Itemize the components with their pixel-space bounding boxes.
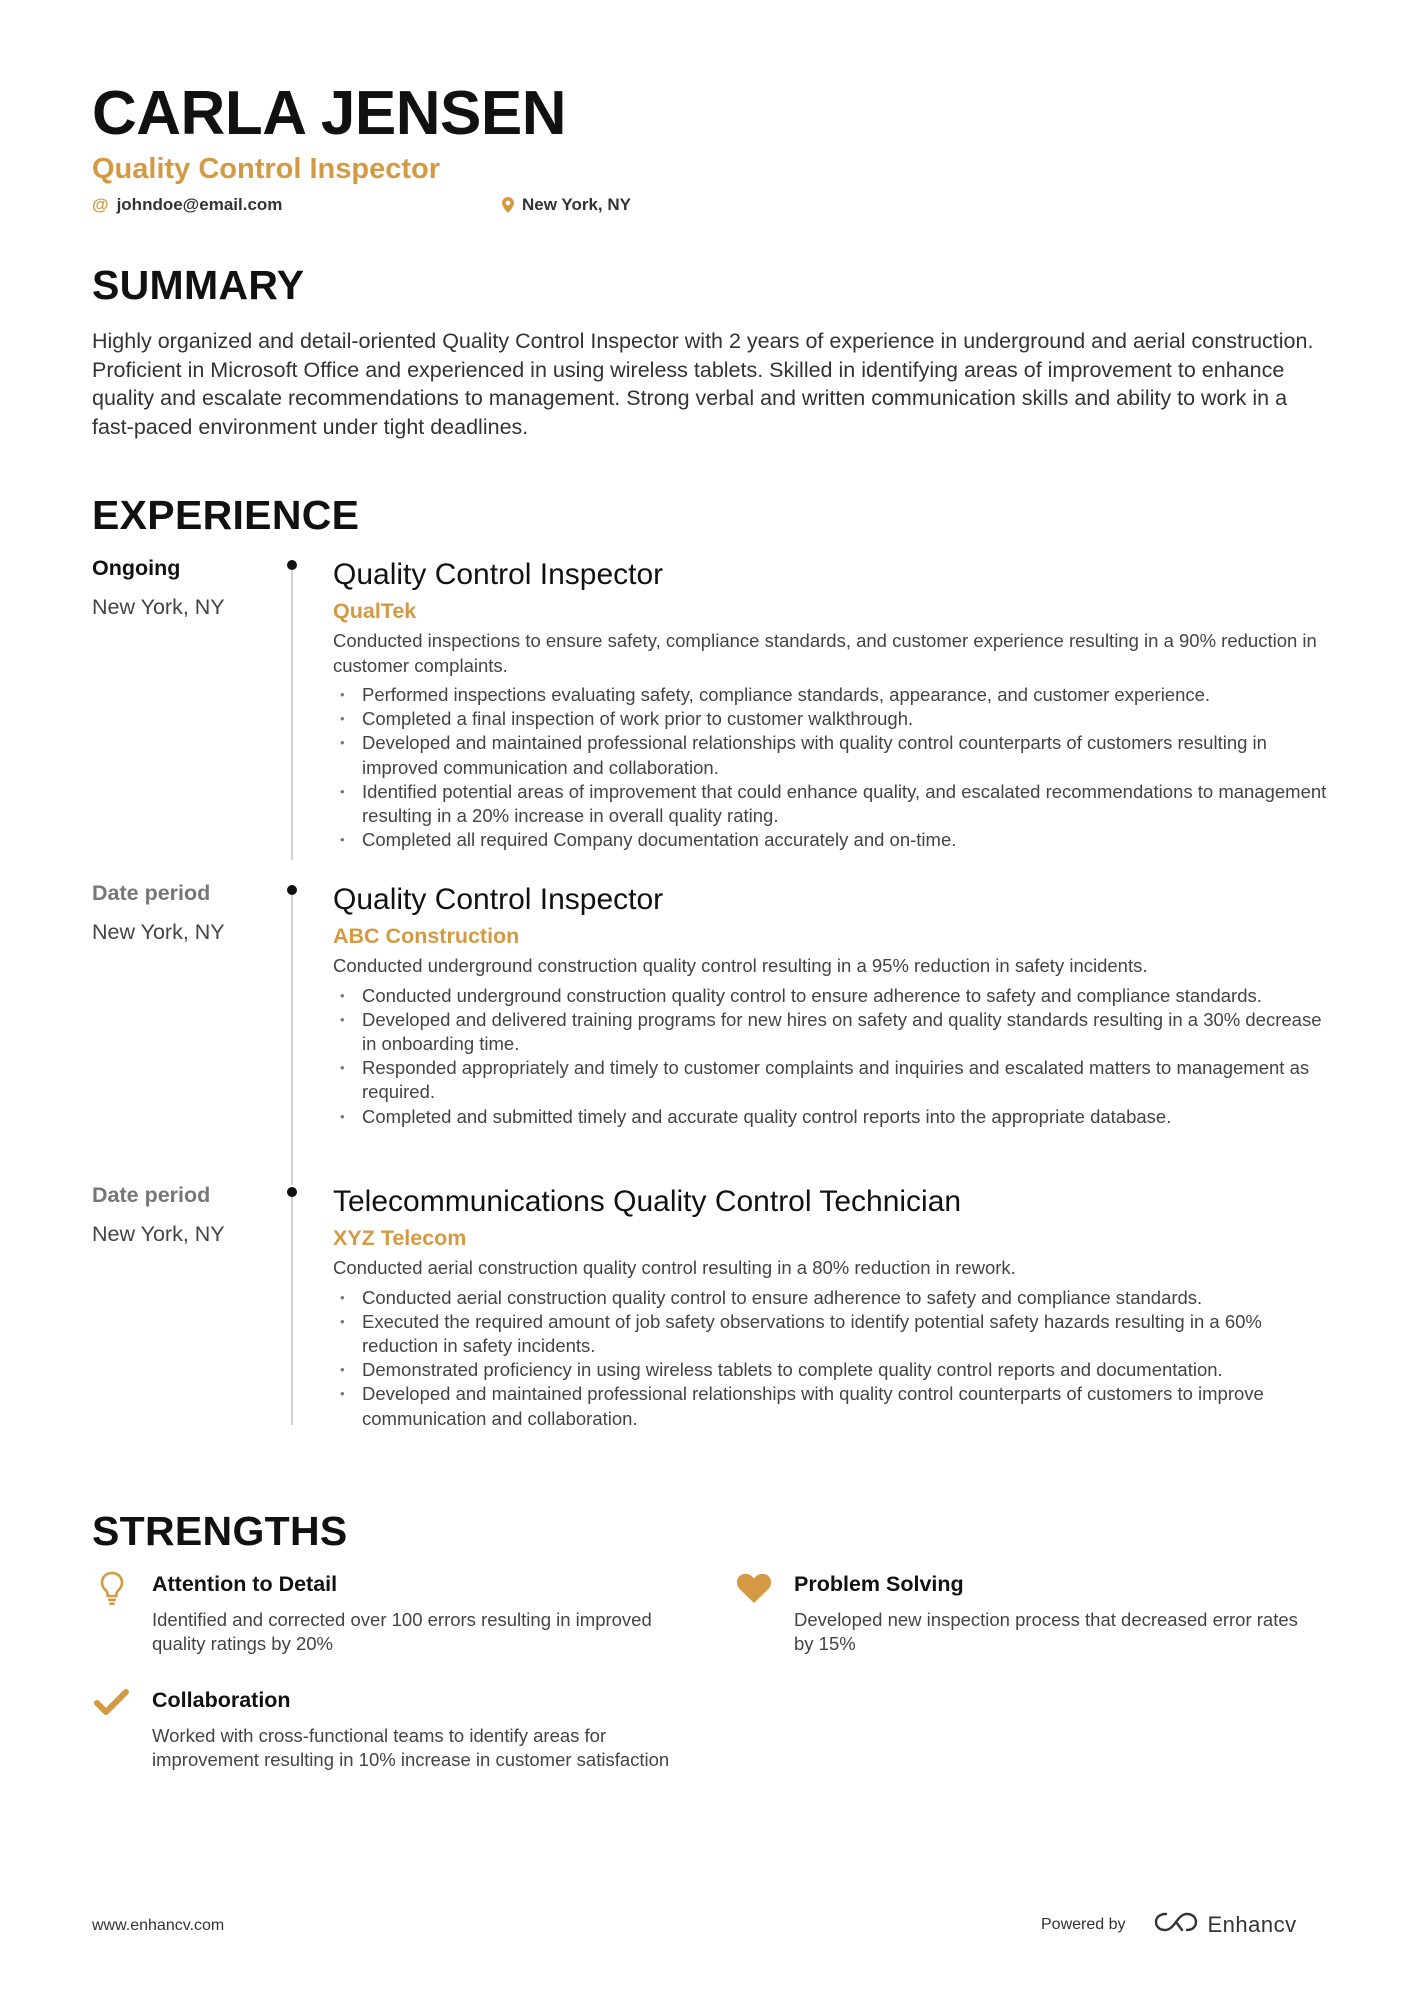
experience-date: Ongoing — [92, 556, 181, 580]
bullet-item: • Demonstrated proficiency in using wireless tablets to complete quality control reports and documentation. — [333, 1358, 1333, 1382]
bullet-item: • Executed the required amount of job safety observations to identify potential safety hazards resulting in a 60% reduction in safety incidents. — [333, 1310, 1333, 1358]
bullet-item: • Conducted aerial construction quality control to ensure adherence to safety and compliance standards. — [333, 1286, 1333, 1310]
bullet-item: • Completed all required Company documentation accurately and on-time. — [333, 828, 1333, 852]
company-name: ABC Construction — [333, 924, 520, 948]
experience-entry — [333, 557, 1333, 852]
powered-by-label: Powered by — [1041, 1915, 1126, 1933]
timeline-line — [291, 560, 293, 860]
experience-meta — [92, 879, 272, 946]
experience-heading: EXPERIENCE — [92, 492, 360, 538]
experience-location: New York, NY — [92, 1222, 225, 1246]
experience-location: New York, NY — [92, 920, 225, 944]
strength-name: Problem Solving — [794, 1572, 964, 1596]
bullet-item: • Identified potential areas of improvement that could enhance quality, and escalated recommendations to management resulting in a 20% increase in overall quality rating. — [333, 780, 1333, 828]
strengths-heading: STRENGTHS — [92, 1508, 348, 1554]
bullet-item: • Developed and maintained professional relationships with quality control counterparts of customers to improve communication and collaboration. — [333, 1382, 1333, 1430]
experience-meta — [92, 1181, 272, 1248]
strength-description: Developed new inspection process that decreased error rates by 15% — [794, 1609, 1298, 1654]
bullet-item: • Performed inspections evaluating safety, compliance standards, appearance, and customer experience. — [333, 683, 1333, 707]
bullet-item: • Completed a final inspection of work prior to customer walkthrough. — [333, 707, 1333, 731]
location-pin-icon — [502, 197, 514, 213]
experience-location: New York, NY — [92, 595, 225, 619]
job-description: Conducted underground construction quality control resulting in a 95% reduction in safety incidents. — [333, 955, 1148, 976]
lightbulb-icon — [92, 1570, 132, 1606]
job-bullets — [333, 683, 1333, 852]
summary-heading: SUMMARY — [92, 262, 305, 308]
location-text: New York, NY — [522, 195, 631, 214]
experience-meta — [92, 554, 272, 621]
job-title: Quality Control Inspector — [333, 883, 664, 916]
strength-name: Collaboration — [152, 1688, 291, 1712]
footer-brand[interactable] — [1041, 1910, 1297, 1939]
job-title: Telecommunications Quality Control Technician — [333, 1185, 962, 1218]
at-icon: @ — [92, 195, 109, 214]
job-title: Quality Control Inspector — [333, 558, 664, 591]
heart-icon — [734, 1570, 774, 1606]
timeline-dot — [287, 885, 297, 895]
company-name: XYZ Telecom — [333, 1226, 467, 1250]
timeline-line — [291, 1187, 293, 1425]
contact-email[interactable] — [92, 195, 282, 215]
summary-text: Highly organized and detail-oriented Quality Control Inspector with 2 years of experience in underground and aerial construction. Proficient in Microsoft Office and experienced in using wireless tablets. Skilled in identifying areas of improvement to enhance quality and escalate recommendations to management. Strong verbal and written communication skills and ability to work in a fast-paced environment under tight deadlines. — [92, 329, 1314, 439]
job-description: Conducted inspections to ensure safety, compliance standards, and customer experience resulting in a 90% reduction in customer complaints. — [333, 630, 1317, 676]
candidate-name: CARLA JENSEN — [92, 79, 566, 148]
timeline-line — [291, 885, 293, 1185]
strength-description: Worked with cross-functional teams to identify areas for improvement resulting in 10% increase in customer satisfaction — [152, 1725, 670, 1770]
checkmark-icon — [92, 1686, 132, 1722]
experience-date: Date period — [92, 1183, 211, 1207]
footer-website-link[interactable]: www.enhancv.com — [92, 1917, 225, 1934]
bullet-item: • Conducted underground construction quality control to ensure adherence to safety and compliance standards. — [333, 984, 1333, 1008]
bullet-item: • Developed and delivered training programs for new hires on safety and quality standards resulting in a 30% decrease in onboarding time. — [333, 1008, 1333, 1056]
strength-description: Identified and corrected over 100 errors resulting in improved quality ratings by 20% — [152, 1609, 652, 1654]
timeline-dot — [287, 1187, 297, 1197]
bullet-item: • Completed and submitted timely and accurate quality control reports into the appropriate database. — [333, 1105, 1333, 1129]
brand-name: Enhancv — [1207, 1911, 1297, 1937]
job-description: Conducted aerial construction quality control resulting in a 80% reduction in rework. — [333, 1257, 1016, 1278]
experience-entry — [333, 882, 1333, 1129]
job-bullets — [333, 984, 1333, 1129]
bullet-item: • Developed and maintained professional relationships with quality control counterparts of customers resulting in improved communication and collaboration. — [333, 731, 1333, 779]
strength-name: Attention to Detail — [152, 1572, 338, 1596]
company-name: QualTek — [333, 599, 417, 623]
bullet-item: • Responded appropriately and timely to customer complaints and inquiries and escalated matters to management as required. — [333, 1056, 1333, 1104]
experience-date: Date period — [92, 881, 211, 905]
candidate-title: Quality Control Inspector — [92, 153, 441, 185]
timeline-dot — [287, 560, 297, 570]
email-text: johndoe@email.com — [116, 195, 283, 214]
contact-location — [502, 195, 631, 215]
job-bullets — [333, 1286, 1333, 1431]
enhancv-logo-icon — [1152, 1910, 1200, 1939]
experience-entry — [333, 1184, 1333, 1431]
